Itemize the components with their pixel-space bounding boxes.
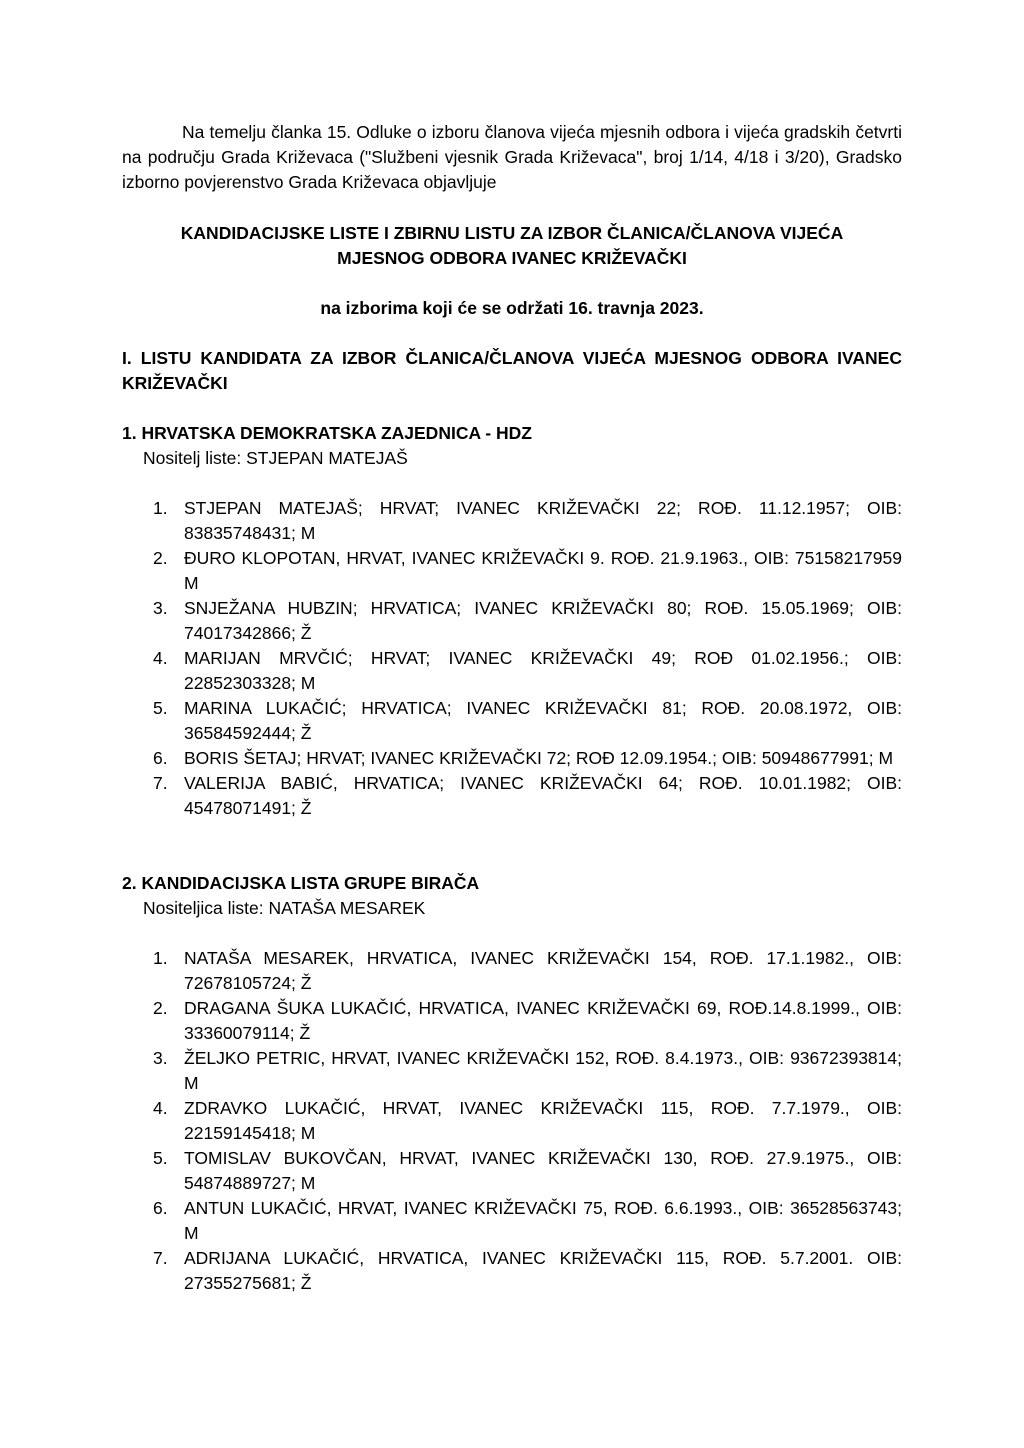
- candidate-details: BORIS ŠETAJ; HRVAT; IVANEC KRIŽEVAČKI 72; ROĐ 12.09.1954.; OIB: 50948677991; M: [184, 748, 894, 768]
- list-item: [122, 496, 902, 546]
- candidate-number: 3.: [153, 1048, 168, 1068]
- candidate-details: ŽELJKO PETRIC, HRVAT, IVANEC KRIŽEVAČKI 152, ROĐ. 8.4.1973., OIB: 93672393814; M: [184, 1048, 902, 1093]
- candidate-number: 4.: [153, 1098, 168, 1118]
- candidate-entries: [122, 946, 902, 1296]
- list-item: [122, 1246, 902, 1296]
- list-item: [122, 596, 902, 646]
- candidate-number: 4.: [153, 648, 168, 668]
- title-line-1: KANDIDACIJSKE LISTE I ZBIRNU LISTU ZA IZBOR ČLANICA/ČLANOVA VIJEĆA: [180, 223, 844, 243]
- candidate-details: TOMISLAV BUKOVČAN, HRVAT, IVANEC KRIŽEVAČKI 130, ROĐ. 27.9.1975., OIB: 54874889727; M: [184, 1148, 902, 1193]
- candidate-details: NATAŠA MESAREK, HRVATICA, IVANEC KRIŽEVAČKI 154, ROĐ. 17.1.1982., OIB: 72678105724; Ž: [184, 948, 902, 993]
- candidate-number: 5.: [153, 698, 168, 718]
- list-item: [122, 1046, 902, 1096]
- candidate-details: VALERIJA BABIĆ, HRVATICA; IVANEC KRIŽEVAČKI 64; ROĐ. 10.01.1982; OIB: 45478071491; Ž: [184, 773, 902, 818]
- list-item: [122, 1196, 902, 1246]
- list-item: [122, 996, 902, 1046]
- candidate-number: 7.: [153, 1248, 168, 1268]
- section-heading: I. LISTU KANDIDATA ZA IZBOR ČLANICA/ČLANOVA VIJEĆA MJESNOG ODBORA IVANEC KRIŽEVAČKI: [122, 348, 902, 393]
- list-item: [122, 746, 902, 771]
- candidate-list-2: [122, 871, 902, 1296]
- list-item: [122, 646, 902, 696]
- candidate-details: ZDRAVKO LUKAČIĆ, HRVAT, IVANEC KRIŽEVAČKI 115, ROĐ. 7.7.1979., OIB: 22159145418; M: [184, 1098, 902, 1143]
- candidate-number: 2.: [153, 998, 168, 1018]
- candidate-number: 6.: [153, 748, 168, 768]
- candidate-details: ĐURO KLOPOTAN, HRVAT, IVANEC KRIŽEVAČKI 9. ROĐ. 21.9.1963., OIB: 75158217959 M: [184, 548, 902, 593]
- candidate-number: 3.: [153, 598, 168, 618]
- list-item: [122, 771, 902, 821]
- list-title: 2. KANDIDACIJSKA LISTA GRUPE BIRAČA: [122, 873, 480, 893]
- candidate-number: 5.: [153, 1148, 168, 1168]
- candidate-number: 1.: [153, 498, 168, 518]
- candidate-number: 6.: [153, 1198, 168, 1218]
- candidate-details: DRAGANA ŠUKA LUKAČIĆ, HRVATICA, IVANEC KRIŽEVAČKI 69, ROĐ.14.8.1999., OIB: 33360079114; Ž: [184, 998, 902, 1043]
- candidate-list-1: [122, 421, 902, 821]
- list-item: [122, 1096, 902, 1146]
- intro-paragraph: Na temelju članka 15. Odluke o izboru članova vijeća mjesnih odbora i vijeća gradskih četvrti na području Grada Križevaca ("Službeni vjesnik Grada Križevaca", broj 1/14, 4/18 i 3/20), Gradsko izborno povjerenstvo Grada Križevaca objavljuje: [122, 122, 902, 192]
- candidate-details: MARIJAN MRVČIĆ; HRVAT; IVANEC KRIŽEVAČKI 49; ROĐ 01.02.1956.; OIB: 22852303328; M: [184, 648, 902, 693]
- election-date-subtitle: na izborima koji će se održati 16. travnja 2023.: [320, 298, 704, 318]
- candidate-number: 7.: [153, 773, 168, 793]
- list-item: [122, 696, 902, 746]
- candidate-details: ANTUN LUKAČIĆ, HRVAT, IVANEC KRIŽEVAČKI 75, ROĐ. 6.6.1993., OIB: 36528563743; M: [184, 1198, 902, 1243]
- list-title: 1. HRVATSKA DEMOKRATSKA ZAJEDNICA - HDZ: [122, 423, 532, 443]
- title-line-2: MJESNOG ODBORA IVANEC KRIŽEVAČKI: [337, 248, 687, 268]
- list-item: [122, 946, 902, 996]
- candidate-number: 1.: [153, 948, 168, 968]
- document-title: [122, 221, 902, 271]
- candidate-entries: [122, 496, 902, 821]
- candidate-number: 2.: [153, 548, 168, 568]
- candidate-details: SNJEŽANA HUBZIN; HRVATICA; IVANEC KRIŽEVAČKI 80; ROĐ. 15.05.1969; OIB: 74017342866; Ž: [184, 598, 902, 643]
- list-holder: Nositelj liste: STJEPAN MATEJAŠ: [143, 448, 408, 468]
- list-item: [122, 546, 902, 596]
- list-item: [122, 1146, 902, 1196]
- candidate-details: STJEPAN MATEJAŠ; HRVAT; IVANEC KRIŽEVAČKI 22; ROĐ. 11.12.1957; OIB: 83835748431; M: [184, 498, 902, 543]
- list-holder: Nositeljica liste: NATAŠA MESAREK: [143, 898, 426, 918]
- candidate-details: ADRIJANA LUKAČIĆ, HRVATICA, IVANEC KRIŽEVAČKI 115, ROĐ. 5.7.2001. OIB: 27355275681; Ž: [184, 1248, 902, 1293]
- candidate-details: MARINA LUKAČIĆ; HRVATICA; IVANEC KRIŽEVAČKI 81; ROĐ. 20.08.1972, OIB: 36584592444; Ž: [184, 698, 902, 743]
